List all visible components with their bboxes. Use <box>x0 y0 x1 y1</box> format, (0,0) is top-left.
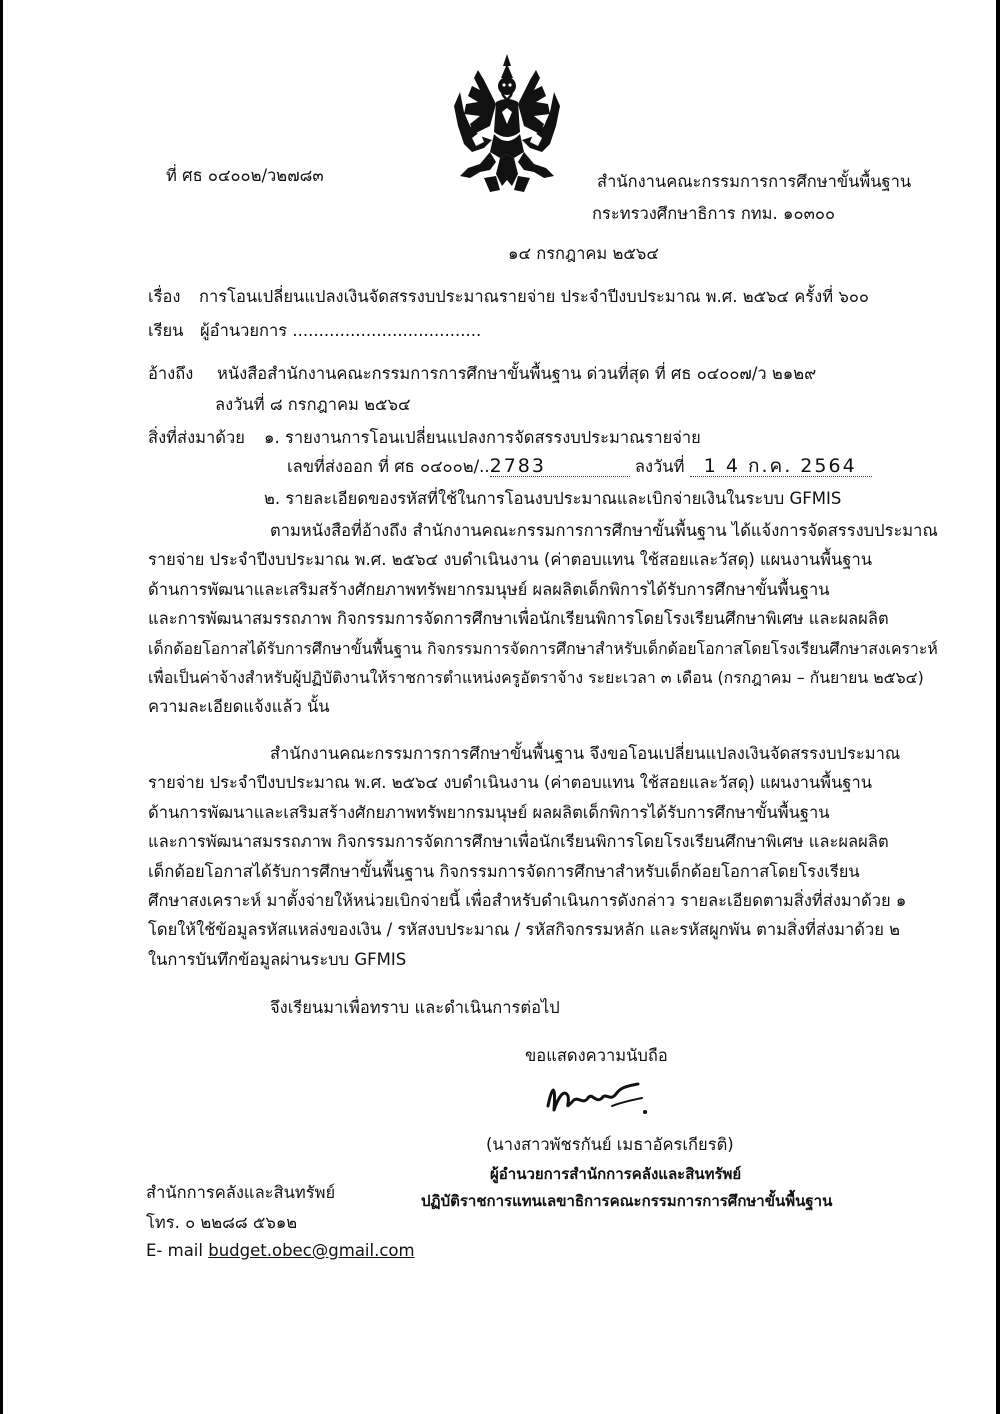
paragraph-line: รายจ่าย ประจำปีงบประมาณ พ.ศ. ๒๕๖๔ งบดำเนินงาน (ค่าตอบแทน ใช้สอยและวัสดุ) แผนงานพื้นฐาน <box>148 550 872 570</box>
salutation-text: ผู้อำนวยการ .................................... <box>200 321 482 340</box>
footer-email <box>146 1241 415 1261</box>
reference-label: อ้างถึง <box>148 364 194 383</box>
scan-edge-left <box>0 0 3 1414</box>
paragraph-line: ศึกษาสงเคราะห์ มาตั้งจ่ายให้หน่วยเบิกจ่ายนี้ เพื่อสำหรับดำเนินการดังกล่าว รายละเอียดตามสิ่งที่ส่งมาด้วย ๑ <box>148 891 907 911</box>
office-name: สำนักงานคณะกรรมการการศึกษาขั้นพื้นฐาน <box>597 172 912 191</box>
signer-name: (นางสาวพัชรกันย์ เมธาอัครเกียรติ) <box>486 1135 734 1154</box>
subject-text: การโอนเปลี่ยนแปลงเงินจัดสรรงบประมาณรายจ่าย ประจำปีงบประมาณ พ.ศ. ๒๕๖๔ ครั้งที่ ๖๐๐ <box>199 287 869 306</box>
email-link[interactable]: budget.obec@gmail.com <box>208 1241 415 1260</box>
salutation-label: เรียน <box>148 321 184 340</box>
closing-sentence: จึงเรียนมาเพื่อทราบ และดำเนินการต่อไป <box>270 998 560 1017</box>
paragraph-line: ด้านการพัฒนาและเสริมสร้างศักยภาพทรัพยากรมนุษย์ ผลผลิตเด็กพิการได้รับการศึกษาขั้นพื้นฐาน <box>148 802 830 822</box>
paragraph-line: ด้านการพัฒนาและเสริมสร้างศักยภาพทรัพยากรมนุษย์ ผลผลิตเด็กพิการได้รับการศึกษาขั้นพื้นฐาน <box>148 579 830 599</box>
garuda-emblem <box>450 52 565 197</box>
paragraph-line: เด็กด้อยโอกาสได้รับการศึกษาขั้นพื้นฐาน กิจกรรมการจัดการศึกษาสำหรับเด็กด้อยโอกาสโดยโรงเรียน <box>148 861 860 881</box>
regards: ขอแสดงความนับถือ <box>525 1046 668 1065</box>
enclosure-item-2: ๒. รายละเอียดของรหัสที่ใช้ในการโอนงบประมาณและเบิกจ่ายเงินในระบบ GFMIS <box>264 489 842 508</box>
body-paragraph-2 <box>148 739 926 974</box>
signer-title-2: ปฏิบัติราชการแทนเลขาธิการคณะกรรมการการศึกษาขั้นพื้นฐาน <box>421 1192 833 1210</box>
paragraph-line: เด็กด้อยโอกาสได้รับการศึกษาขั้นพื้นฐาน กิจกรรมการจัดการศึกษาสำหรับเด็กด้อยโอกาสโดยโรงเรียนศึกษาสงเคราะห์ <box>148 638 938 658</box>
paragraph-line: เพื่อเป็นค่าจ้างสำหรับผู้ปฏิบัติงานให้ราชการตำแหน่งครูอัตราจ้าง ระยะเวลา ๓ เดือน (กรกฎาคม – กันยายน ๒๕๖๔) <box>148 668 924 688</box>
signer-title-1: ผู้อำนวยการสำนักการคลังและสินทรัพย์ <box>490 1165 742 1183</box>
enclosure-item-1-sub <box>287 456 872 477</box>
enclosure-item-1: ๑. รายงานการโอนเปลี่ยนแปลงการจัดสรรงบประมาณรายจ่าย <box>264 428 701 447</box>
body-paragraph-1 <box>148 516 938 722</box>
paragraph-line: สำนักงานคณะกรรมการการศึกษาขั้นพื้นฐาน จึงขอโอนเปลี่ยนแปลงเงินจัดสรรงบประมาณ <box>270 744 901 763</box>
reference-number: ที่ ศธ ๐๔๐๐๒/ว๒๗๘๓ <box>166 166 324 185</box>
paragraph-line: และการพัฒนาสมรรถภาพ กิจกรรมการจัดการศึกษาเพื่อนักเรียนพิการโดยโรงเรียนศึกษาพิเศษ และผลผลิต <box>148 832 889 852</box>
export-number-label: เลขที่ส่งออก ที่ ศธ ๐๔๐๐๒/.. <box>287 457 490 476</box>
paragraph-line: รายจ่าย ประจำปีงบประมาณ พ.ศ. ๒๕๖๔ งบดำเนินงาน (ค่าตอบแทน ใช้สอยและวัสดุ) แผนงานพื้นฐาน <box>148 773 872 793</box>
reference-line-1: หนังสือสำนักงานคณะกรรมการการศึกษาขั้นพื้นฐาน ด่วนที่สุด ที่ ศธ ๐๔๐๐๗/ว ๒๑๒๙ <box>217 364 817 383</box>
enclosures-label: สิ่งที่ส่งมาด้วย <box>148 428 245 447</box>
export-number-value: 2783 <box>490 456 630 477</box>
paragraph-line: และการพัฒนาสมรรถภาพ กิจกรรมการจัดการศึกษาเพื่อนักเรียนพิการโดยโรงเรียนศึกษาพิเศษ และผลผลิต <box>148 609 889 629</box>
handwritten-signature <box>542 1076 652 1120</box>
scan-edge-right <box>996 0 1000 1414</box>
paragraph-line: ตามหนังสือที่อ้างถึง สำนักงานคณะกรรมการการศึกษาขั้นพื้นฐาน ได้แจ้งการจัดสรรงบประมาณ <box>270 521 938 540</box>
email-label: E- mail <box>146 1241 203 1260</box>
letter-date: ๑๔ กรกฎาคม ๒๕๖๔ <box>508 244 659 263</box>
footer-phone: โทร. ๐ ๒๒๘๘ ๕๖๑๒ <box>146 1213 298 1232</box>
paragraph-line: ความละเอียดแจ้งแล้ว นั้น <box>148 697 330 717</box>
export-date-label: ลงวันที่ <box>634 457 685 476</box>
footer-department: สำนักการคลังและสินทรัพย์ <box>146 1183 336 1202</box>
paragraph-line: โดยให้ใช้ข้อมูลรหัสแหล่งของเงิน / รหัสงบประมาณ / รหัสกิจกรรมหลัก และรหัสผูกพัน ตามสิ่งที่ส่งมาด้วย ๒ <box>148 920 901 940</box>
paragraph-line: ในการบันทึกข้อมูลผ่านระบบ GFMIS <box>148 949 407 969</box>
export-date-value: 1 4 ก.ค. 2564 <box>690 456 872 477</box>
reference-line-2: ลงวันที่ ๘ กรกฎาคม ๒๕๖๔ <box>215 395 411 414</box>
office-address: กระทรวงศึกษาธิการ กทม. ๑๐๓๐๐ <box>592 204 836 223</box>
subject-label: เรื่อง <box>148 287 181 306</box>
